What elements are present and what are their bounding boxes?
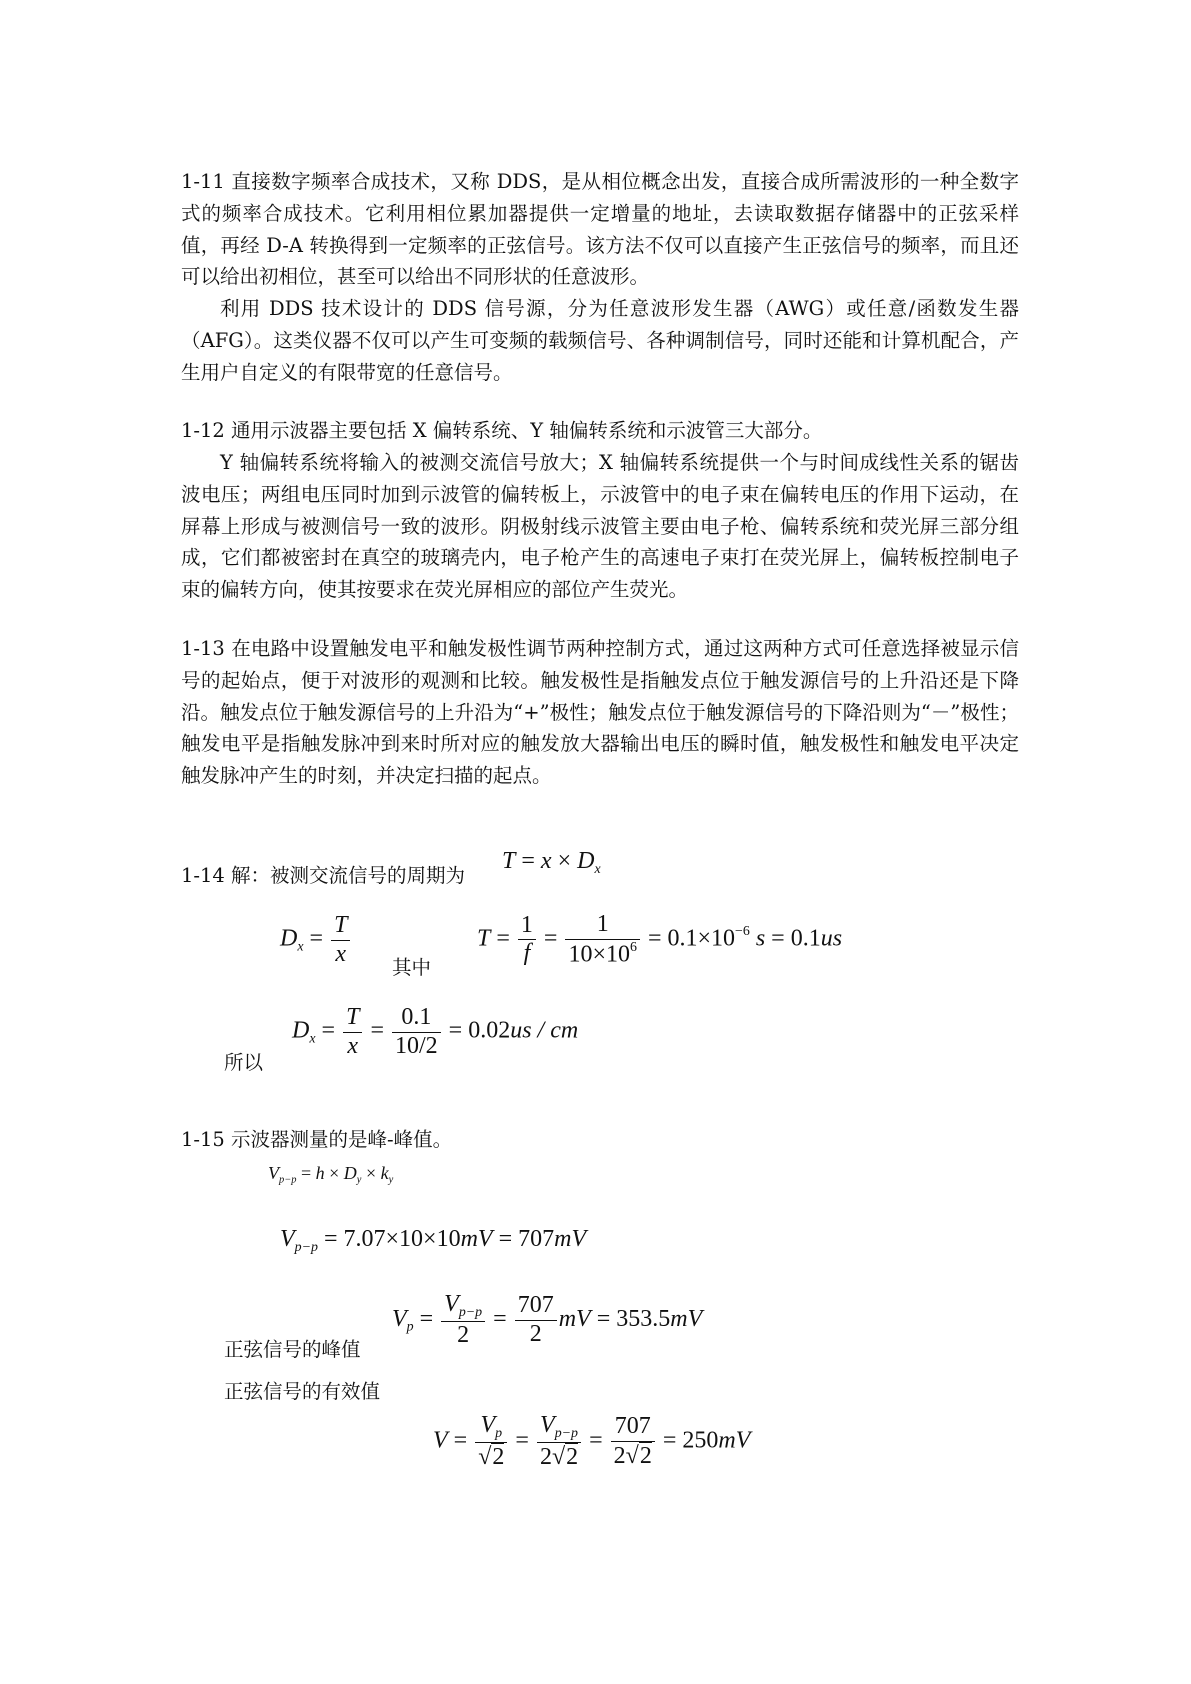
label-where: 其中 (392, 956, 432, 979)
paragraph-1-12-detail: Y 轴偏转系统将输入的被测交流信号放大；X 轴偏转系统提供一个与时间成线性关系的锯齿波电压；两组电压同时加到示波管的偏转板上，示波管中的电子束在偏转电压的作用下运动，在屏幕上形成与被测信号一致的波形。阴极射线示波管主要由电子枪、偏转系统和荧光屏三部分组成，它们都被密封在真空的玻璃壳内，电子枪产生的高速电子束打在荧光屏上，偏转板控制电子束的偏转方向，使其按要求在荧光屏相应的部位产生荧光。 (181, 451, 1019, 602)
label-peak-value: 正弦信号的峰值 (224, 1338, 361, 1361)
equation-dx-def: $D_x$ = $\frac{T}{x}$ (280, 912, 352, 968)
paragraph-1-11-dds: 利用 DDS 技术设计的 DDS 信号源，分为任意波形发生器（AWG）或任意/函数发生器（AFG）。这类仪器不仅可以产生可变频的载频信号、各种调制信号，同时还能和计算机配合，产生用户自定义的有限带宽的任意信号。 (181, 297, 1019, 384)
equation-dx-result: $D_x$ = $\frac{T}{x}$ = $\frac{0.1}{10/2}$ = 0.02us / cm (292, 1004, 579, 1059)
paragraph-1-13: 1-13 在电路中设置触发电平和触发极性调节两种控制方式，通过这两种方式可任意选择被显示信号的起始点，便于对波形的观测和比较。触发极性是指触发点位于触发源信号的上升沿还是下降沿。触发点位于触发源信号的上升沿为“+”极性；触发点位于触发源信号的下降沿则为“－”极性；触发电平是指触发脉冲到来时所对应的触发放大器输出电压的瞬时值，触发极性和触发电平决定触发脉冲产生的时刻，并决定扫描的起点。 (181, 637, 1019, 788)
paragraph-1-11: 1-11 直接数字频率合成技术，又称 DDS，是从相位概念出发，直接合成所需波形的一种全数字式的频率合成技术。它利用相位累加器提供一定增量的地址，去读取数据存储器中的正弦采样值，再经 D-A 转换得到一定频率的正弦信号。该方法不仅可以直接产生正弦信号的频率，而且还可以给出初相位，甚至可以给出不同形状的任意波形。 (181, 170, 1019, 289)
solution-1-14-intro: 1-14 解：被测交流信号的周期为 (181, 864, 466, 887)
equation-rms: V = $\frac{V_p}{√2}$ = $\frac{V_{p-p}}{2√2}$ = $\frac{707}{2√2}$ = 250mV (433, 1412, 751, 1470)
equation-period: $T = x \times D_x$ (502, 848, 601, 877)
equation-vpp-value: $V_{p-p} = 7.07\times 10\times 10mV = 707mV$ (280, 1226, 587, 1255)
paragraph-1-12: 1-12 通用示波器主要包括 X 偏转系统、Y 轴偏转系统和示波管三大部分。 (181, 419, 823, 442)
solution-1-15-intro: 1-15 示波器测量的是峰-峰值。 (181, 1128, 453, 1151)
equation-period-value: T = $\frac{1}{f}$ = $\frac{1}{10\times 10^6}$ = $0.1\times 10^{-6}$ s = 0.1us (477, 911, 843, 968)
label-so: 所以 (224, 1051, 264, 1074)
label-rms-value: 正弦信号的有效值 (224, 1380, 381, 1403)
equation-vpp-formula: $V_{p-p} = h \times D_y \times k_y$ (268, 1163, 394, 1186)
equation-peak: $V_p$ = $\frac{V_{p-p}}{2}$ = $\frac{707}{2}$ mV = 353.5mV (392, 1291, 703, 1348)
